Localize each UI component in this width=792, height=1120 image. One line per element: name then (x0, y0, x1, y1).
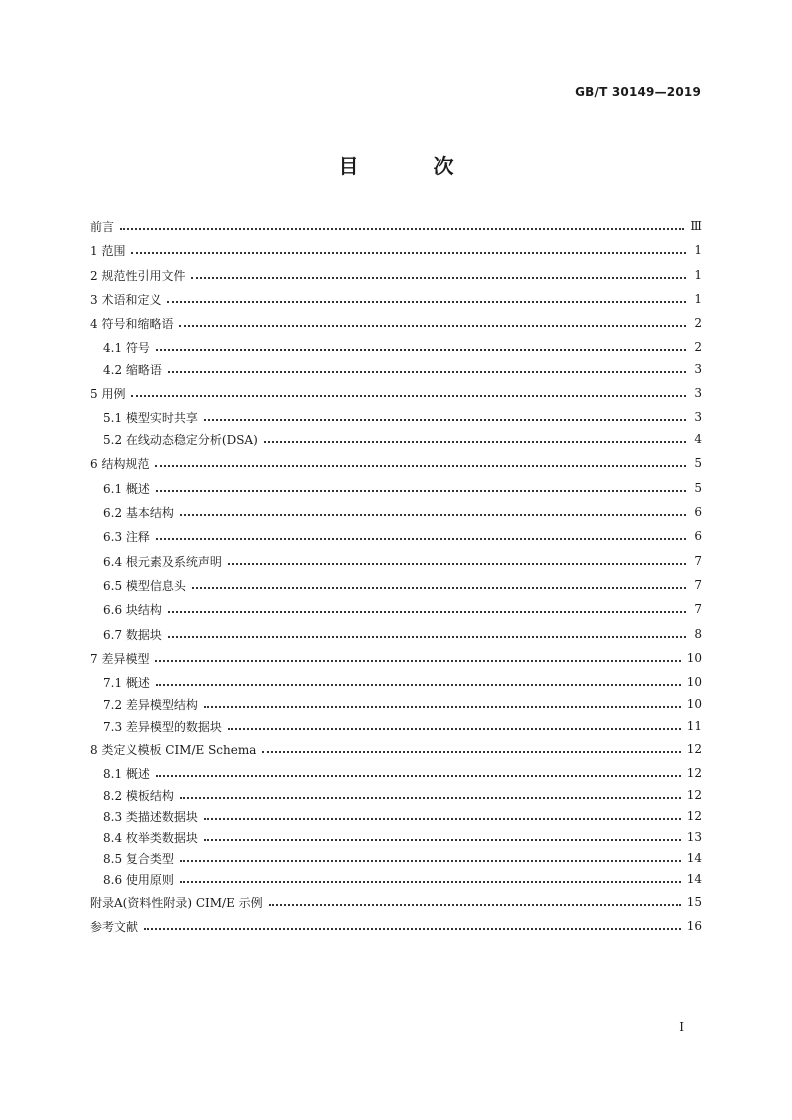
toc-entry-page: 3 (694, 362, 702, 376)
toc-entry[interactable] (90, 526, 702, 546)
toc-title: 目 次 (338, 154, 488, 178)
toc-dot-leader (204, 418, 686, 421)
toc-entry-page: 16 (686, 919, 702, 933)
toc-entry-page: 1 (694, 268, 702, 282)
toc-entry[interactable] (90, 453, 702, 473)
toc-entry-label: 2 规范性引用文件 (90, 268, 186, 283)
toc-entry[interactable] (90, 599, 702, 619)
toc-entry-label: 8.3 类描述数据块 (103, 809, 198, 824)
toc-dot-leader (191, 276, 686, 279)
toc-entry-page: 7 (694, 578, 702, 592)
toc-entry-label: 7.3 差异模型的数据块 (103, 719, 222, 734)
toc-entry[interactable] (90, 827, 702, 847)
toc-entry-label: 5.1 模型实时共享 (103, 410, 198, 425)
toc-entry[interactable] (90, 763, 702, 783)
toc-entry[interactable] (90, 289, 702, 309)
toc-entry-label: 7.2 差异模型结构 (103, 697, 198, 712)
toc-entry-page: 10 (686, 651, 702, 665)
toc-entry-label: 8.2 模板结构 (103, 788, 174, 803)
toc-entry-label: 4 符号和缩略语 (90, 316, 174, 331)
toc-entry[interactable] (90, 383, 702, 403)
toc-dot-leader (156, 774, 681, 777)
toc-entry[interactable] (90, 869, 702, 889)
toc-entry-page: 14 (686, 851, 702, 865)
toc-dot-leader (120, 227, 684, 230)
toc-dot-leader (168, 370, 686, 373)
toc-entry-page: 15 (686, 895, 702, 909)
toc-entry-label: 8.1 概述 (103, 766, 150, 781)
toc-entry-label: 6.1 概述 (103, 481, 150, 496)
toc-entry-label: 3 术语和定义 (90, 292, 162, 307)
toc-entry[interactable] (90, 240, 702, 260)
toc-entry-page: 2 (694, 340, 702, 354)
toc-dot-leader (204, 705, 681, 708)
toc-entry-page: 11 (686, 719, 702, 733)
toc-entry[interactable] (90, 313, 702, 333)
toc-dot-leader (228, 562, 686, 565)
toc-entry[interactable] (90, 478, 702, 498)
toc-entry[interactable] (90, 892, 702, 912)
toc-dot-leader (269, 903, 681, 906)
toc-dot-leader (131, 251, 686, 254)
toc-entry-page: 14 (686, 872, 702, 886)
toc-dot-leader (192, 586, 686, 589)
toc-entry-label: 5.2 在线动态稳定分析(DSA) (103, 432, 258, 447)
toc-entry-page: 4 (694, 432, 702, 446)
toc-entry[interactable] (90, 407, 702, 427)
toc-entry[interactable] (90, 848, 702, 868)
toc-entry-page: Ⅲ (690, 219, 702, 233)
toc-entry-page: 6 (694, 505, 702, 519)
toc-entry-page: 1 (694, 292, 702, 306)
toc-entry-page: 7 (694, 602, 702, 616)
toc-dot-leader (204, 817, 681, 820)
toc-entry-page: 12 (686, 766, 702, 780)
toc-entry[interactable] (90, 694, 702, 714)
toc-entry[interactable] (90, 337, 702, 357)
toc-entry-page: 5 (694, 481, 702, 495)
toc-entry-page: 3 (694, 410, 702, 424)
toc-entry-label: 6.3 注释 (103, 529, 150, 544)
toc-dot-leader (262, 750, 680, 753)
toc-entry-page: 8 (694, 627, 702, 641)
toc-entry-label: 6.6 块结构 (103, 602, 162, 617)
toc-entry-page: 7 (694, 554, 702, 568)
toc-entry-label: 7 差异模型 (90, 651, 150, 666)
toc-entry[interactable] (90, 716, 702, 736)
toc-entry-label: 参考文献 (90, 919, 139, 934)
toc-entry-page: 10 (686, 675, 702, 689)
toc-entry-label: 1 范围 (90, 243, 126, 258)
toc-entry[interactable] (90, 672, 702, 692)
toc-dot-leader (180, 880, 681, 883)
toc-dot-leader (264, 440, 686, 443)
toc-dot-leader (156, 489, 686, 492)
toc-entry-label: 6.4 根元素及系统声明 (103, 554, 222, 569)
toc-entry[interactable] (90, 359, 702, 379)
toc-dot-leader (168, 610, 686, 613)
toc-dot-leader (156, 537, 686, 540)
toc-dot-leader (180, 513, 686, 516)
standard-code: GB/T 30149—2019 (575, 85, 701, 99)
toc-entry-label: 6.5 模型信息头 (103, 578, 186, 593)
toc-entry-label: 前言 (90, 219, 115, 234)
toc-entry-label: 7.1 概述 (103, 675, 150, 690)
toc-entry[interactable] (90, 648, 702, 668)
toc-entry-label: 8.5 复合类型 (103, 851, 174, 866)
toc-entry-label: 5 用例 (90, 386, 126, 401)
toc-entry[interactable] (90, 739, 702, 759)
toc-entry-page: 10 (686, 697, 702, 711)
toc-entry[interactable] (90, 806, 702, 826)
toc-entry-label: 4.2 缩略语 (103, 362, 162, 377)
toc-dot-leader (131, 394, 686, 397)
toc-entry[interactable] (90, 916, 702, 936)
toc-dot-leader (155, 464, 686, 467)
page-number: Ⅰ (679, 1020, 684, 1034)
toc-entry[interactable] (90, 502, 702, 522)
toc-entry-label: 6.7 数据块 (103, 627, 162, 642)
toc-entry[interactable] (90, 265, 702, 285)
toc-entry-page: 6 (694, 529, 702, 543)
toc-entry-page: 5 (694, 456, 702, 470)
toc-dot-leader (180, 859, 681, 862)
toc-entry-page: 13 (686, 830, 702, 844)
toc-entry[interactable] (90, 575, 702, 595)
toc-entry-label: 8.4 枚举类数据块 (103, 830, 198, 845)
toc-entry-label: 6.2 基本结构 (103, 505, 174, 520)
toc-entry-label: 6 结构规范 (90, 456, 150, 471)
toc-entry-label: 8 类定义模板 CIM/E Schema (90, 742, 257, 757)
toc-entry-label: 附录A(资料性附录) CIM/E 示例 (90, 895, 263, 910)
toc-dot-leader (167, 300, 686, 303)
toc-dot-leader (156, 348, 686, 351)
toc-entry[interactable] (90, 216, 702, 236)
toc-entry-page: 2 (694, 316, 702, 330)
toc-entry[interactable] (90, 624, 702, 644)
toc-entry-label: 8.6 使用原则 (103, 872, 174, 887)
toc-dot-leader (204, 838, 681, 841)
toc-entry-page: 12 (686, 742, 702, 756)
toc-dot-leader (155, 659, 680, 662)
toc-dot-leader (179, 324, 686, 327)
toc-dot-leader (168, 635, 686, 638)
toc-entry-page: 3 (694, 386, 702, 400)
toc-dot-leader (144, 927, 681, 930)
toc-dot-leader (228, 727, 681, 730)
toc-entry-page: 12 (686, 788, 702, 802)
toc-entry[interactable] (90, 785, 702, 805)
toc-entry[interactable] (90, 429, 702, 449)
toc-dot-leader (156, 683, 681, 686)
toc-entry-page: 12 (686, 809, 702, 823)
toc-dot-leader (180, 796, 681, 799)
toc-entry-page: 1 (694, 243, 702, 257)
toc-entry-label: 4.1 符号 (103, 340, 150, 355)
toc-entry[interactable] (90, 551, 702, 571)
